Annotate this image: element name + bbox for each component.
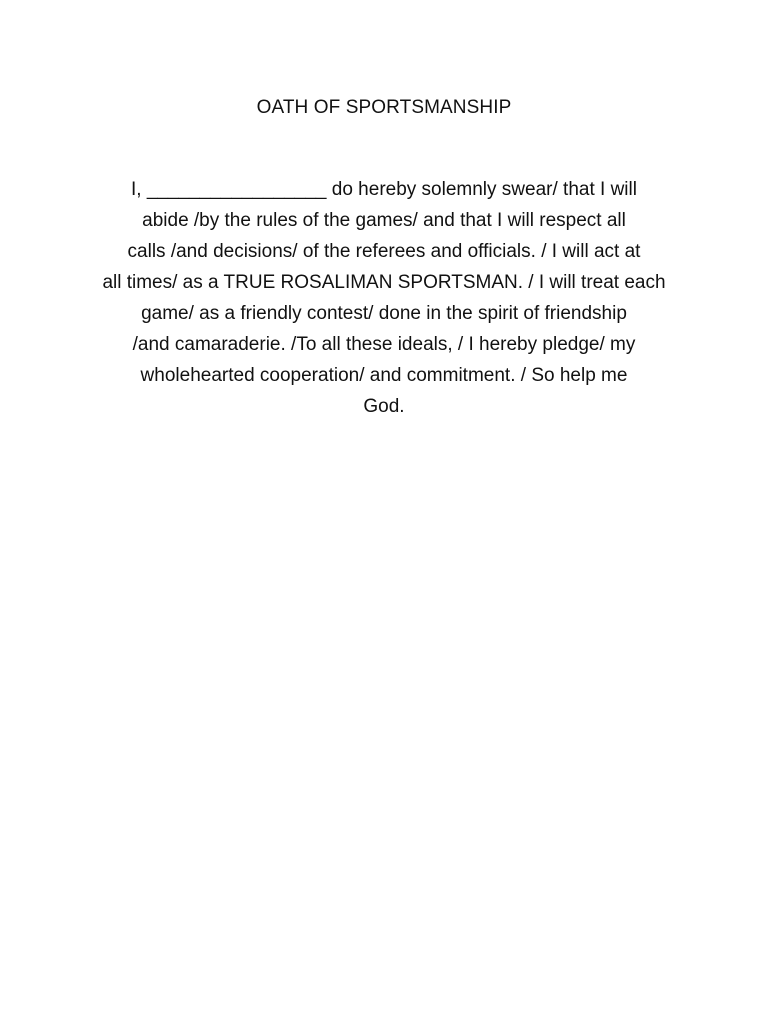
oath-text [0, 174, 768, 422]
oath-line-6: /and camaraderie. /To all these ideals, / I hereby pledge/ my [132, 334, 636, 355]
document-title: OATH OF SPORTSMANSHIP [256, 97, 512, 118]
oath-line-3: calls /and decisions/ of the referees and officials. / I will act at [127, 241, 641, 262]
oath-line-7: wholehearted cooperation/ and commitment. / So help me [140, 365, 628, 386]
oath-line-1: I, _________________ do hereby solemnly swear/ that I will [131, 179, 637, 200]
oath-line-4: all times/ as a TRUE ROSALIMAN SPORTSMAN. / I will treat each [102, 272, 666, 293]
oath-line-2: abide /by the rules of the games/ and that I will respect all [142, 210, 626, 231]
oath-line-5: game/ as a friendly contest/ done in the spirit of friendship [141, 303, 627, 324]
oath-line-8: God. [363, 396, 405, 417]
